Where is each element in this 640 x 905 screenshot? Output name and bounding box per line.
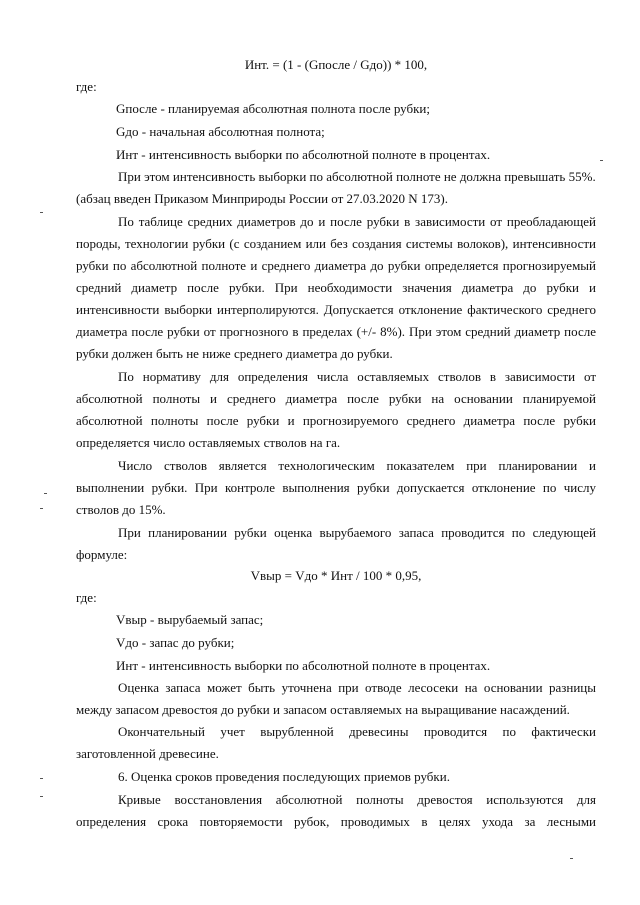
scan-speck <box>40 212 43 213</box>
paragraph-final-count <box>76 721 596 765</box>
paragraph-recovery-curves <box>76 789 596 833</box>
paragraph-estimate <box>76 677 596 721</box>
formula-volume: Vвыр = Vдо * Инт / 100 * 0,95, <box>250 568 422 583</box>
definition-g-after: Gпосле - планируемая абсолютная полнота после рубки; <box>116 101 430 116</box>
text-line: заготовленной древесине. <box>76 746 219 761</box>
text-line: диаметра после рубки от прогнозного в пределах (+/- 8%). При этом средний диаметр после <box>76 324 596 339</box>
text-line: стволов до 15%. <box>76 502 166 517</box>
text-line: определения срока повторяемости рубок, проводимых в целях ухода за лесными <box>76 814 596 829</box>
paragraph-diameter-table <box>76 211 596 365</box>
scan-speck <box>40 796 43 797</box>
text-line: интенсивности выборки интерполируются. Допускается отклонение фактического среднего <box>76 302 596 317</box>
text-line: По нормативу для определения числа оставляемых стволов в зависимости от <box>118 369 596 384</box>
paragraph-planning <box>76 522 596 566</box>
text-line: между запасом древостоя до рубки и запасом оставляемых на выращивание насаждений. <box>76 702 570 717</box>
scan-speck <box>600 160 603 161</box>
definition-list-2 <box>76 609 596 677</box>
text-line: определяется число оставляемых стволов на га. <box>76 435 341 450</box>
definition-intensity: Инт - интенсивность выборки по абсолютной полноте в процентах. <box>116 147 491 162</box>
text-line: абсолютной полноты после рубки и прогнозируемого среднего диаметра после рубки <box>76 413 596 428</box>
definition-list-1 <box>76 98 596 166</box>
text-line: Оценка запаса может быть уточнена при отводе лесосеки на основании разницы <box>118 680 596 695</box>
definition-intensity-2: Инт - интенсивность выборки по абсолютной полноте в процентах. <box>116 658 491 673</box>
where-label: где: <box>76 79 97 94</box>
text-line: рубки по абсолютной полноте и среднего диаметра до рубки определяется прогнозируемый <box>76 258 596 273</box>
scan-speck <box>570 858 573 859</box>
text-line: Окончательный учет вырубленной древесины проводится по фактически <box>118 724 596 739</box>
text-line: Кривые восстановления абсолютной полноты древостоя используются для <box>118 792 596 807</box>
definition-v-cut: Vвыр - вырубаемый запас; <box>116 612 264 627</box>
definition-g-before: Gдо - начальная абсолютная полнота; <box>116 124 325 139</box>
where-label-2: где: <box>76 590 97 605</box>
formula-intensity: Инт. = (1 - (Gпосле / Gдо)) * 100, <box>244 57 428 72</box>
paragraph-amendment: (абзац введен Приказом Минприроды России от 27.03.2020 N 173). <box>76 191 449 206</box>
scan-speck <box>40 778 43 779</box>
text-line: Число стволов является технологическим показателем при планировании и <box>118 458 596 473</box>
scan-speck <box>44 493 47 494</box>
section-heading-6: 6. Оценка сроков проведения последующих приемов рубки. <box>118 769 450 784</box>
text-line: выполнении рубки. При контроле выполнения рубки допускается отклонение по числу <box>76 480 596 495</box>
text-line: абсолютной полноты и среднего диаметра после рубки на основании планируемой <box>76 391 596 406</box>
text-line: При планировании рубки оценка вырубаемого запаса проводится по следующей <box>118 525 596 540</box>
definition-v-before: Vдо - запас до рубки; <box>116 635 235 650</box>
text-line: породы, технологии рубки (с созданием или без создания системы волоков), интенсивности <box>76 236 596 251</box>
scan-speck <box>40 508 43 509</box>
text-line: средний диаметр после рубки. При необходимости значения диаметра до рубки и <box>76 280 596 295</box>
paragraph-norm <box>76 366 596 454</box>
text-line: формуле: <box>76 547 128 562</box>
paragraph-stem-count <box>76 455 596 521</box>
text-line: рубки должен быть не ниже среднего диаметра до рубки. <box>76 346 393 361</box>
text-line: По таблице средних диаметров до и после рубки в зависимости от преобладающей <box>118 214 596 229</box>
paragraph-limit: При этом интенсивность выборки по абсолютной полноте не должна превышать 55%. <box>118 169 596 184</box>
